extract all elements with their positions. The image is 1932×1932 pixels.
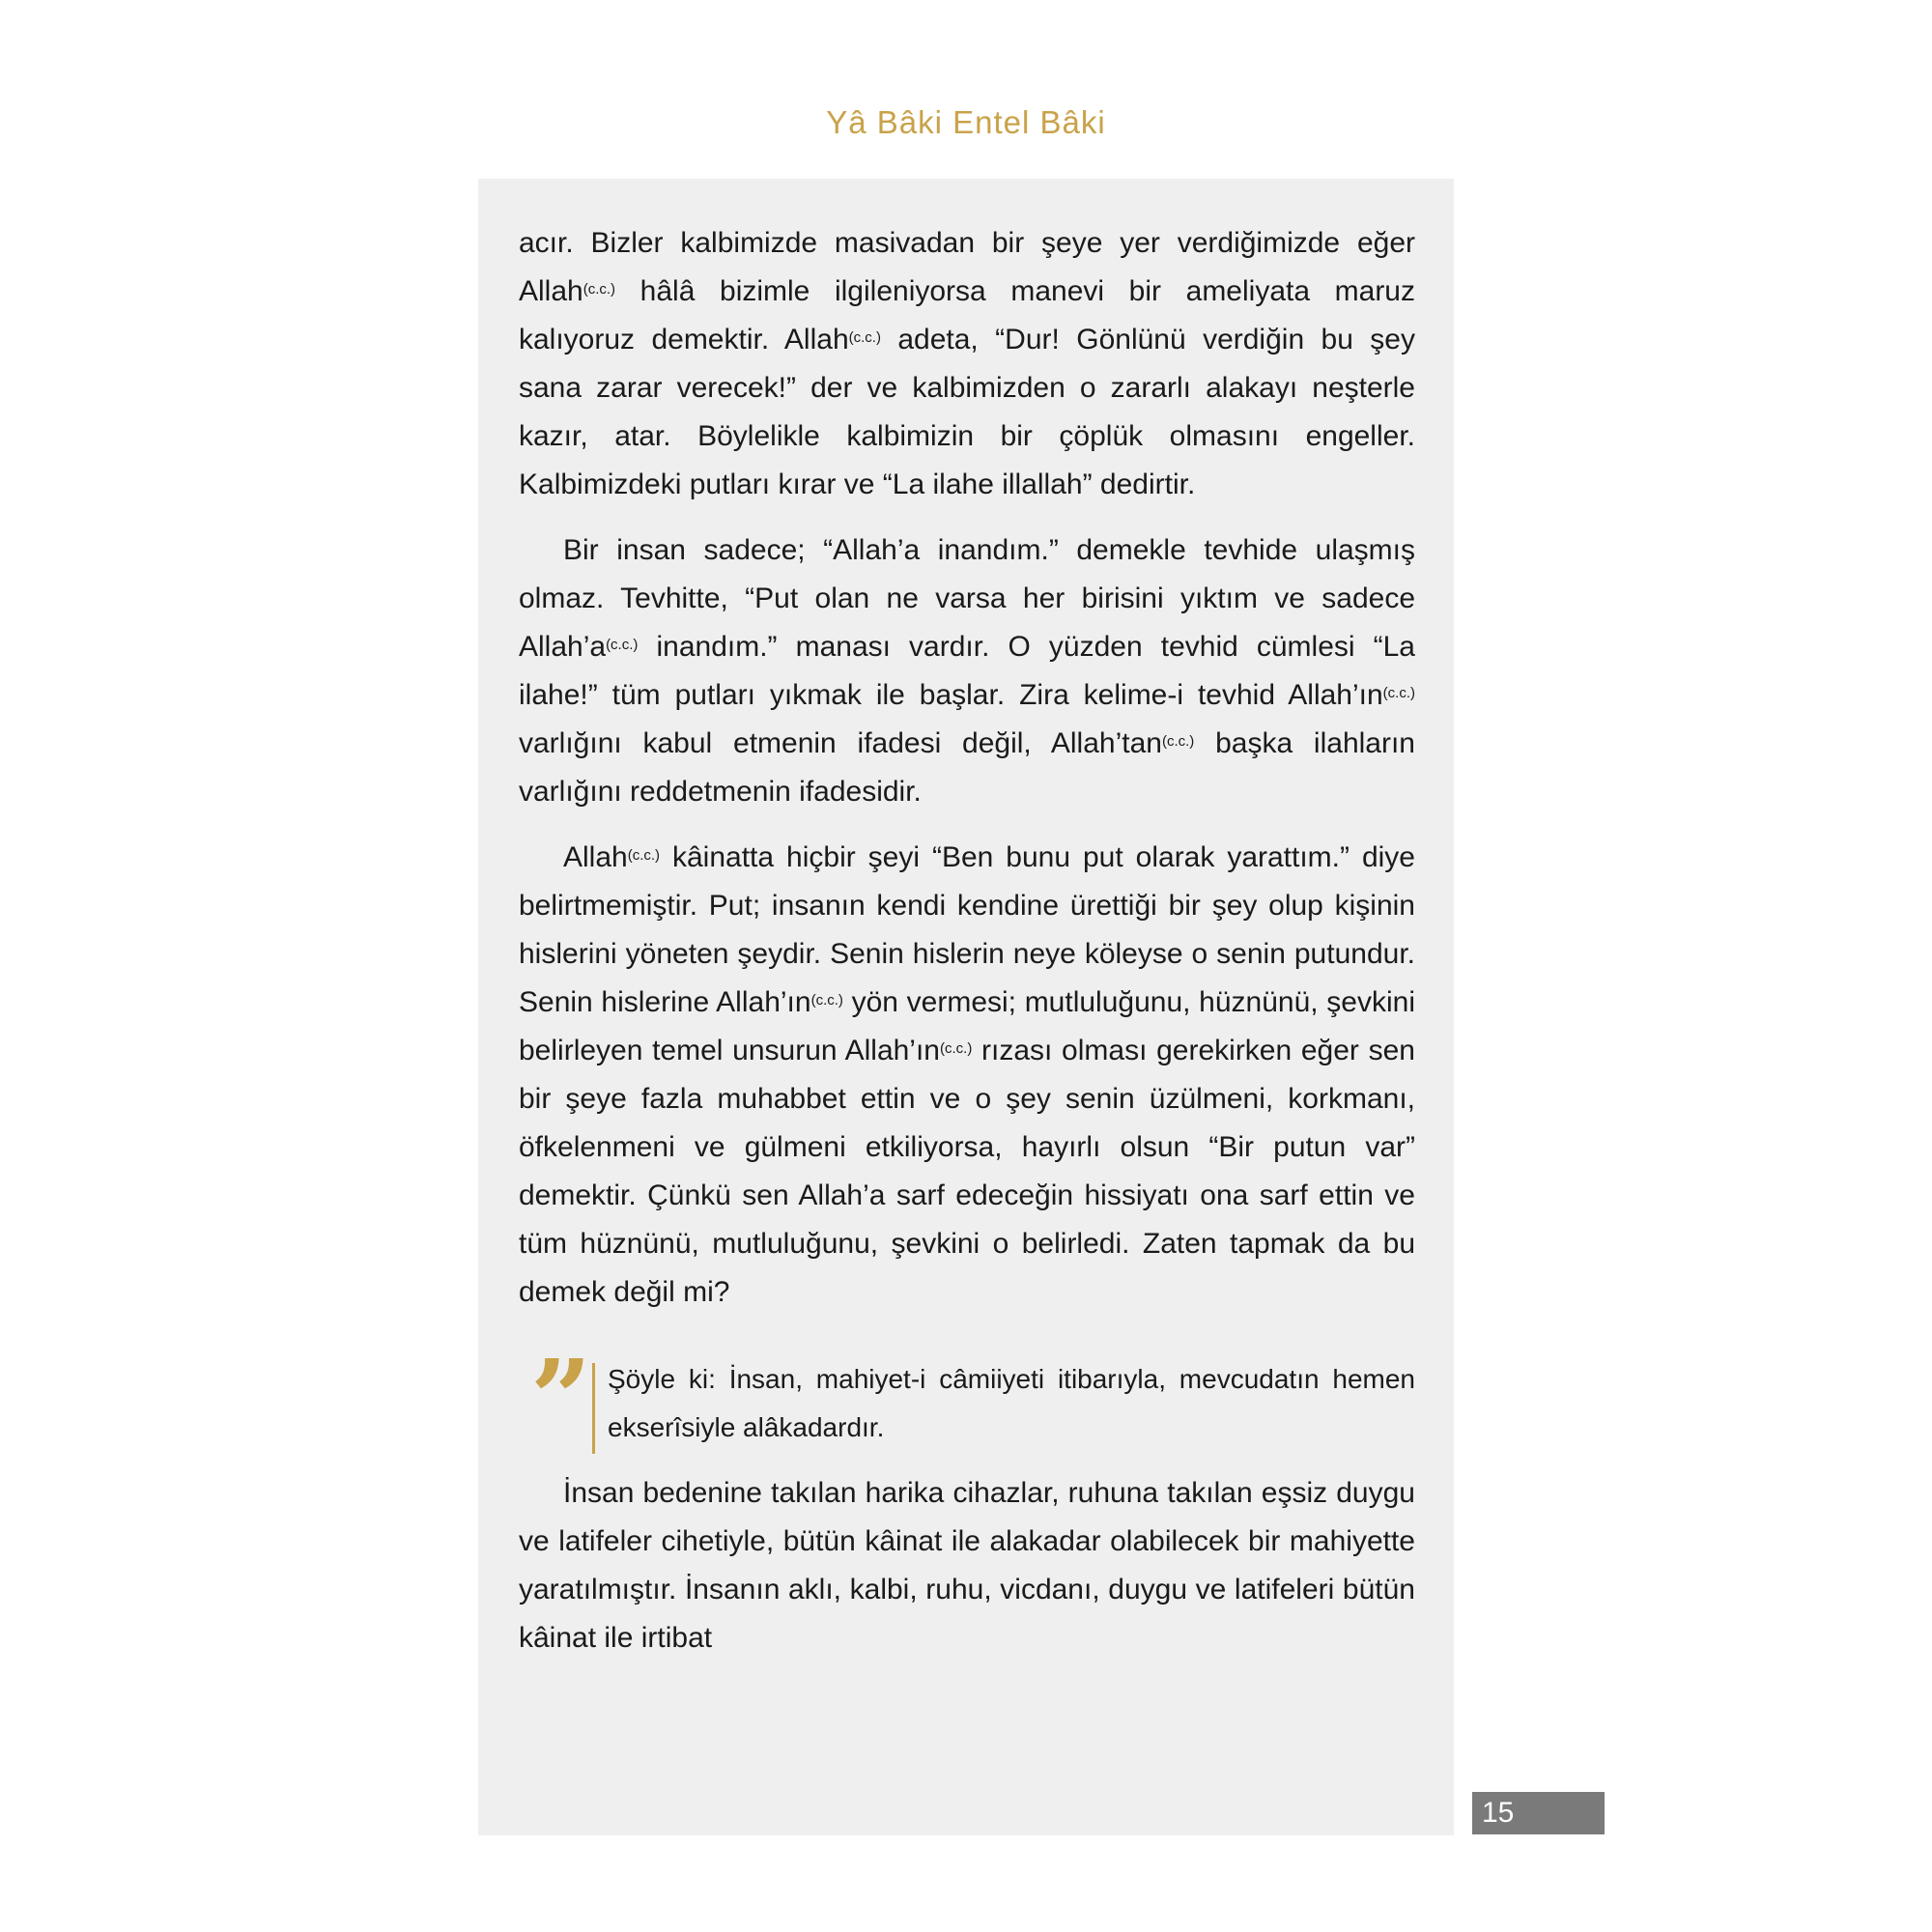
page-number: 15	[1472, 1792, 1605, 1834]
paragraph-4: İnsan bedenine takılan harika cihazlar, ruhuna takılan eşsiz duygu ve latifeler cihetiyle, bütün kâinat ile alakadar olabilecek bir mahiyette yaratılmıştır. İnsanın aklı, kalbi, ruhu, vicdanı, duygu ve latifeleri bütün kâinat ile irtibat	[519, 1477, 1415, 1654]
running-header: Yâ Bâki Entel Bâki	[826, 104, 1106, 140]
paragraph-1: acır. Bizler kalbimizde masivadan bir şeye yer verdiğimizde eğer Allah$^{(c.c.)}$ hâlâ bizimle ilgileniyorsa manevi bir ameliyata maruz kalıyoruz demektir. Allah$^{(c.c.)}$ adeta, “Dur! Gönlünü verdiğin bu şey sana zarar verecek!” der ve kalbimizden o zararlı alakayı neşterle kazır, atar. Böylelikle kalbimizin bir çöplük olmasını engeller. Kalbimizdeki putları kırar ve “La ilahe illallah” dedirtir.	[519, 227, 1415, 500]
paragraph-2: Bir insan sadece; “Allah’a inandım.” demekle tevhide ulaşmış olmaz. Tevhitte, “Put olan ne varsa her birisini yıktım ve sadece $Allah’a^{(c.c.)}$ inandım.” manası vardır. O yüzden tevhid cümlesi “La ilahe!” tüm putları yıkmak ile başlar. Zira kelime-i tevhid $Allah’ın^{(c.c.)}$ varlığını kabul etmenin ifadesi değil, $Allah’\tan^{(c.c.)}$ başka ilahların varlığını reddetmenin ifadesidir.	[519, 534, 1415, 808]
body-text	[519, 219, 1415, 1680]
pull-quote	[519, 1336, 1415, 1461]
text-panel	[478, 179, 1454, 1835]
paragraph-3: Allah$^{(c.c.)}$ kâinatta hiçbir şeyi “Ben bunu put olarak yarattım.” diye belirtmemiştir. Put; insanın kendi kendine ürettiği bir şey olup kişinin hislerini yöneten şeydir. Senin hislerin neye köleyse o senin putundur. Senin hislerine $Allah’ın^{(c.c.)}$ yön vermesi; mutluluğunu, hüznünü, şevkini belirleyen temel unsurun $Allah’ın^{(c.c.)}$ rızası olması gerekirken eğer sen bir şeye fazla muhabbet ettin ve o şey senin üzülmeni, korkmanı, öfkelenmeni ve gülmeni etkiliyorsa, hayırlı olsun “Bir putun var” demektir. Çünkü sen Allah’a sarf edeceğin hissiyatı ona sarf ettin ve tüm hüznünü, mutluluğunu, şevkini o belirledi. Zaten tapmak da bu demek değil mi?	[519, 841, 1415, 1308]
quote-icon: ”	[530, 1336, 592, 1461]
quote-bar	[592, 1363, 595, 1454]
quote-text: Şöyle ki: İnsan, mahiyet-i câmiiyeti itibarıyla, mevcudatın hemen ekserîsiyle alâkadardır.	[608, 1364, 1415, 1442]
